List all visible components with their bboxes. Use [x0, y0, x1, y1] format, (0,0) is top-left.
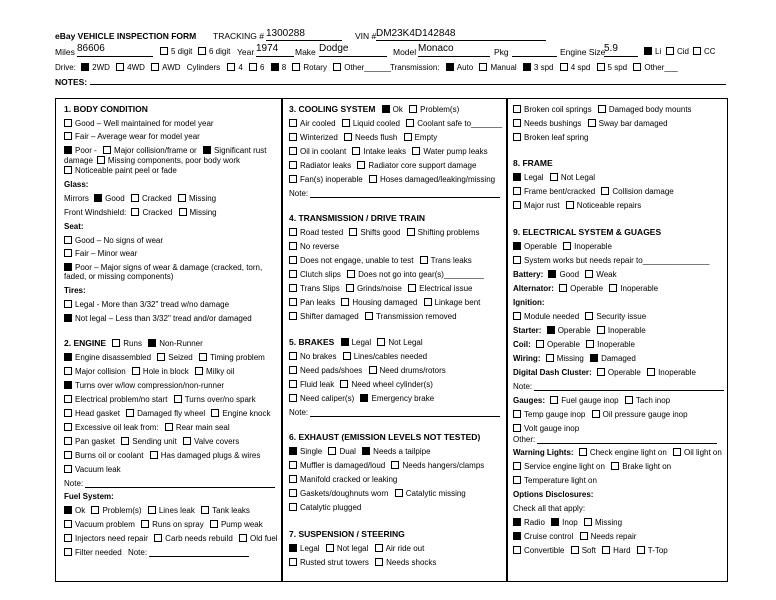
- cooling-row-3: [289, 147, 488, 156]
- air-cooled-checkbox[interactable]: Air cooled: [289, 119, 340, 128]
- emergency-brake-checkbox[interactable]: Emergency brake: [360, 394, 434, 403]
- cooling-row-5: [289, 175, 495, 184]
- brakes-header-row: 5. BRAKES Legal Not Legal: [289, 337, 423, 347]
- hangers-checkbox[interactable]: Needs hangers/clamps: [391, 461, 484, 470]
- cruise-control-checkbox[interactable]: Cruise control: [513, 532, 577, 541]
- battery-weak-checkbox[interactable]: Weak: [585, 270, 616, 279]
- seat-heading: Seat:: [64, 222, 84, 231]
- engine-milky-oil-checkbox[interactable]: Milky oil: [195, 367, 234, 376]
- rusted-towers-checkbox[interactable]: Rusted strut towers: [289, 558, 373, 567]
- engine-row-5: [64, 409, 270, 418]
- body-paint-peel-checkbox[interactable]: Noticeable paint peel or fade: [64, 166, 177, 175]
- battery-good-checkbox[interactable]: Good: [548, 270, 583, 279]
- wiring-row: Wiring: Missing Damaged: [513, 354, 636, 363]
- check-engine-checkbox[interactable]: Check engine light on: [579, 448, 671, 457]
- convertible-checkbox[interactable]: Convertible: [513, 546, 568, 555]
- tires-heading: Tires:: [64, 286, 86, 295]
- liquid-cooled-checkbox[interactable]: Liquid cooled: [342, 119, 404, 128]
- seat-good-checkbox[interactable]: Good – No signs of wear: [64, 236, 163, 245]
- notes-field[interactable]: [90, 75, 726, 85]
- cyl-4-checkbox[interactable]: 4: [227, 63, 246, 72]
- engine-electrical-checkbox[interactable]: Electrical problem/no start: [64, 395, 171, 404]
- pads-shoes-checkbox[interactable]: Need pads/shoes: [289, 366, 366, 375]
- engine-timing-checkbox[interactable]: Timing problem: [199, 353, 265, 362]
- fuel-carb-checkbox[interactable]: Carb needs rebuild: [154, 534, 237, 543]
- six-digit-checkbox[interactable]: 6 digit: [198, 47, 230, 56]
- shifting-problems-checkbox[interactable]: Shifting problems: [407, 228, 480, 237]
- engine-row-7: [64, 437, 239, 446]
- wiring-missing-checkbox[interactable]: Missing: [546, 354, 588, 363]
- alternator-inoperable-checkbox[interactable]: Inoperable: [609, 284, 658, 293]
- catalytic-missing-checkbox[interactable]: Catalytic missing: [395, 489, 466, 498]
- engine-burns-oil-checkbox[interactable]: Burns oil or coolant: [64, 451, 147, 460]
- needs-flush-checkbox[interactable]: Needs flush: [344, 133, 401, 142]
- cooling-note-field[interactable]: Note:: [289, 189, 500, 198]
- electrical-heading: 9. ELECTRICAL SYSTEM & GUAGES: [513, 227, 662, 237]
- engine-row-2: [64, 367, 234, 376]
- wheel-cylinder-checkbox[interactable]: Need wheel cylinder(s): [340, 380, 432, 389]
- frame-legal-checkbox[interactable]: Legal: [513, 173, 548, 182]
- water-pump-checkbox[interactable]: Water pump leaks: [412, 147, 487, 156]
- drums-rotors-checkbox[interactable]: Need drums/rotors: [369, 366, 446, 375]
- frame-row-1: [513, 173, 595, 182]
- trans-row-4: [289, 270, 484, 279]
- brakes-not-legal-checkbox[interactable]: Not Legal: [377, 338, 422, 347]
- suspension-heading: 7. SUSPENSION / STEERING: [289, 529, 405, 539]
- body-major-collision-checkbox[interactable]: Major collision/frame or: [103, 146, 201, 155]
- cooling-row-1: [289, 119, 502, 128]
- coil-operable-checkbox[interactable]: Operable: [536, 340, 584, 349]
- transmission-row: Transmission: Auto Manual 3 spd 4 spd 5 spd Other___: [390, 63, 678, 72]
- coil-inoperable-checkbox[interactable]: Inoperable: [586, 340, 635, 349]
- engine-row-8: [64, 451, 260, 460]
- model-label: Model: [393, 47, 417, 57]
- intake-leaks-checkbox[interactable]: Intake leaks: [352, 147, 410, 156]
- fuel-runs-spray-checkbox[interactable]: Runs on spray: [141, 520, 208, 529]
- collision-damage-checkbox[interactable]: Collision damage: [601, 187, 673, 196]
- fluid-leak-checkbox[interactable]: Fluid leak: [289, 380, 338, 389]
- engine-pan-gasket-checkbox[interactable]: Pan gasket: [64, 437, 119, 446]
- column-body-engine: [55, 98, 282, 582]
- module-needed-checkbox[interactable]: Module needed: [513, 312, 583, 321]
- engine-non-runner-checkbox[interactable]: Non-Runner: [148, 339, 203, 348]
- oil-light-checkbox[interactable]: Oil light on: [673, 448, 722, 457]
- no-reverse-checkbox[interactable]: No reverse: [289, 242, 339, 251]
- engine-turns-over-checkbox[interactable]: Turns over w/low compression/non-runner: [64, 381, 224, 390]
- pkg-label: Pkg: [494, 47, 509, 57]
- fuel-tank-leaks-checkbox[interactable]: Tank leaks: [201, 506, 250, 515]
- gauges-row-2: [513, 410, 688, 419]
- seat-fair-checkbox[interactable]: Fair – Minor wear: [64, 249, 137, 258]
- fuel-lines-leak-checkbox[interactable]: Lines leak: [148, 506, 199, 515]
- rotary-checkbox[interactable]: Rotary: [292, 63, 331, 72]
- starter-row: Starter: Operable Inoperable: [513, 326, 646, 335]
- fuel-injectors-checkbox[interactable]: Injectors need repair: [64, 534, 152, 543]
- oil-coolant-checkbox[interactable]: Oil in coolant: [289, 147, 350, 156]
- check-all-label: Check all that apply:: [513, 504, 586, 513]
- manifold-checkbox[interactable]: Manifold cracked or leaking: [289, 475, 397, 484]
- fuel-row-2: [64, 520, 263, 529]
- drive-4wd-checkbox[interactable]: 4WD: [116, 63, 149, 72]
- susp-cont-row-1: [513, 105, 692, 114]
- vin-field[interactable]: DM23K4D142848: [376, 28, 546, 39]
- engine-plugs-wires-checkbox[interactable]: Has damaged plugs & wires: [150, 451, 261, 460]
- engine-vacuum-leak-checkbox[interactable]: Vacuum leak: [64, 465, 121, 474]
- brakes-row-1: [289, 352, 427, 361]
- body-missing-components-checkbox[interactable]: Missing components, poor body work: [97, 156, 240, 165]
- electrical-operable-checkbox[interactable]: Operable: [513, 242, 561, 251]
- tires-legal-checkbox[interactable]: Legal - More than 3/32" tread w/no damage: [64, 300, 229, 309]
- not-gear-checkbox[interactable]: Does not go into gear(s)_________: [347, 270, 484, 279]
- fuel-gauge-checkbox[interactable]: Fuel gauge inop: [550, 396, 622, 405]
- fuel-old-fuel-checkbox[interactable]: Old fuel: [239, 534, 278, 543]
- major-rust-checkbox[interactable]: Major rust: [513, 201, 564, 210]
- trans-auto-checkbox[interactable]: Auto: [446, 63, 477, 72]
- vin-label: VIN #: [355, 31, 377, 41]
- temp-light-checkbox[interactable]: Temperature light on: [513, 476, 597, 485]
- cooling-row-4: [289, 161, 476, 170]
- drive-2wd-checkbox[interactable]: 2WD: [81, 63, 114, 72]
- t-top-checkbox[interactable]: T-Top: [637, 546, 668, 555]
- road-tested-checkbox[interactable]: Road tested: [289, 228, 347, 237]
- engine-oil-leak-checkbox[interactable]: Excessive oil leak from:: [64, 423, 163, 432]
- exhaust-row-1: [289, 447, 431, 456]
- cyl-8-checkbox[interactable]: 8: [271, 63, 290, 72]
- wiring-damaged-checkbox[interactable]: Damaged: [590, 354, 636, 363]
- tracking-field[interactable]: 1300288: [266, 28, 342, 39]
- ignition-row: [513, 312, 646, 321]
- miles-field[interactable]: 86606: [77, 43, 153, 54]
- radio-checkbox[interactable]: Radio: [513, 518, 549, 527]
- engine-disassembled-checkbox[interactable]: Engine disassembled: [64, 353, 155, 362]
- tires-not-legal-checkbox[interactable]: Not legal – Less than 3/32" tread and/or damaged: [64, 314, 252, 323]
- engine-size-field[interactable]: 5.9: [604, 43, 638, 54]
- radio-missing-checkbox[interactable]: Missing: [584, 518, 622, 527]
- trans-5spd-checkbox[interactable]: 5 spd: [597, 63, 632, 72]
- trans-other-checkbox[interactable]: Other___: [633, 63, 677, 72]
- li-checkbox[interactable]: Li: [644, 47, 661, 56]
- drive-row: Drive: 2WD 4WD AWD Cylinders 4 6 8 Rotary Other______: [55, 63, 391, 72]
- brake-light-checkbox[interactable]: Brake light on: [611, 462, 671, 471]
- coil-row: Coil: Operable Inoperable: [513, 340, 635, 349]
- suspension-row-1: [289, 544, 424, 553]
- trans-3spd-checkbox[interactable]: 3 spd: [523, 63, 558, 72]
- exhaust-row-4: [289, 489, 466, 498]
- year-label: Year: [237, 47, 255, 57]
- body-poor-row: [64, 146, 266, 155]
- no-brakes-checkbox[interactable]: No brakes: [289, 352, 340, 361]
- oil-gauge-checkbox[interactable]: Oil pressure gauge inop: [592, 410, 688, 419]
- tach-checkbox[interactable]: Tach inop: [625, 396, 670, 405]
- calipers-checkbox[interactable]: Need caliper(s): [289, 394, 358, 403]
- housing-checkbox[interactable]: Housing damaged: [341, 298, 421, 307]
- trans-manual-checkbox[interactable]: Manual: [479, 63, 520, 72]
- engine-rear-main-checkbox[interactable]: Rear main seal: [165, 423, 230, 432]
- cid-checkbox[interactable]: Cid: [666, 47, 689, 56]
- exhaust-row-2: [289, 461, 484, 470]
- make-label: Make: [295, 47, 316, 57]
- brakes-row-3: [289, 380, 433, 389]
- empty-checkbox[interactable]: Empty: [404, 133, 438, 142]
- frame-not-legal-checkbox[interactable]: Not Legal: [550, 173, 595, 182]
- trans-row-7: [289, 312, 457, 321]
- warning-lights-row-2: [513, 462, 671, 471]
- suspension-legal-checkbox[interactable]: Legal: [289, 544, 324, 553]
- electrical-inoperable-checkbox[interactable]: Inoperable: [563, 242, 612, 251]
- cooling-row-2: [289, 133, 437, 142]
- soft-top-checkbox[interactable]: Soft: [571, 546, 600, 555]
- engine-runs-checkbox[interactable]: Runs: [112, 339, 146, 348]
- needs-shocks-checkbox[interactable]: Needs shocks: [375, 558, 436, 567]
- seat-poor-continued: faded, or missing components): [64, 272, 174, 281]
- transmission-heading: 4. TRANSMISSION / DRIVE TRAIN: [289, 213, 426, 223]
- body-fair-checkbox[interactable]: Fair – Average wear for model year: [64, 132, 200, 141]
- broken-leaf-checkbox[interactable]: Broken leaf spring: [513, 133, 588, 142]
- cooling-header-row: 3. COOLING SYSTEM Ok Problem(s): [289, 104, 460, 114]
- trans-slips-checkbox[interactable]: Trans Slips: [289, 284, 344, 293]
- mirrors-cracked-checkbox[interactable]: Cracked: [131, 194, 176, 203]
- column-frame-electrical: [507, 98, 728, 582]
- engine-row-6: [64, 423, 230, 432]
- engine-knock-checkbox[interactable]: Engine knock: [211, 409, 270, 418]
- gauges-row: Gauges: Fuel gauge inop Tach inop: [513, 396, 671, 405]
- lines-cables-checkbox[interactable]: Lines/cables needed: [343, 352, 427, 361]
- fuel-ok-checkbox[interactable]: Ok: [64, 506, 89, 515]
- radiator-leaks-checkbox[interactable]: Radiator leaks: [289, 161, 355, 170]
- engine-major-collision-checkbox[interactable]: Major collision: [64, 367, 130, 376]
- year-field[interactable]: 1974: [256, 43, 294, 54]
- fuel-note-field[interactable]: Note:: [128, 548, 249, 557]
- engine-head-gasket-checkbox[interactable]: Head gasket: [64, 409, 124, 418]
- engine-note-field[interactable]: Note:: [64, 479, 275, 488]
- notes-label: NOTES:: [55, 77, 88, 87]
- pan-leaks-checkbox[interactable]: Pan leaks: [289, 298, 339, 307]
- body-good-checkbox[interactable]: Good – Well maintained for model year: [64, 119, 214, 128]
- trans-4spd-checkbox[interactable]: 4 spd: [560, 63, 595, 72]
- engine-seized-checkbox[interactable]: Seized: [157, 353, 196, 362]
- options-row-3: [513, 546, 668, 555]
- trans-removed-checkbox[interactable]: Transmission removed: [365, 312, 457, 321]
- temp-gauge-checkbox[interactable]: Temp gauge inop: [513, 410, 589, 419]
- dual-exhaust-checkbox[interactable]: Dual: [328, 447, 359, 456]
- cyl-6-checkbox[interactable]: 6: [249, 63, 268, 72]
- fuel-row-4: [64, 548, 249, 557]
- trans-leaks-checkbox[interactable]: Trans leaks: [420, 256, 472, 265]
- noticeable-repairs-checkbox[interactable]: Noticeable repairs: [566, 201, 641, 210]
- five-digit-checkbox[interactable]: 5 digit: [160, 47, 192, 56]
- body-significant-rust-checkbox[interactable]: Significant rust: [203, 146, 266, 155]
- shifts-good-checkbox[interactable]: Shifts good: [349, 228, 404, 237]
- engine-flywheel-checkbox[interactable]: Damaged fly wheel: [126, 409, 209, 418]
- ignition-heading: Ignition:: [513, 298, 545, 307]
- electrical-note-field[interactable]: Note:: [513, 382, 724, 391]
- fuel-problem-checkbox[interactable]: Problem(s): [91, 506, 145, 515]
- tracking-label: TRACKING #: [213, 31, 265, 41]
- engine-hole-block-checkbox[interactable]: Hole in block: [132, 367, 193, 376]
- hard-top-checkbox[interactable]: Hard: [602, 546, 634, 555]
- starter-operable-checkbox[interactable]: Operable: [547, 326, 595, 335]
- trans-row-5: [289, 284, 472, 293]
- grinds-checkbox[interactable]: Grinds/noise: [346, 284, 406, 293]
- trans-row-6: [289, 298, 480, 307]
- options-row-1: [513, 518, 622, 527]
- susp-cont-row-2: [513, 119, 668, 128]
- engine-row-1: [64, 353, 265, 362]
- gaskets-checkbox[interactable]: Gaskets/doughnuts worn: [289, 489, 393, 498]
- air-ride-checkbox[interactable]: Air ride out: [375, 544, 425, 553]
- damaged-mounts-checkbox[interactable]: Damaged body mounts: [598, 105, 692, 114]
- system-repair-checkbox[interactable]: System works but needs repair to_______________: [513, 256, 709, 265]
- linkage-checkbox[interactable]: Linkage bent: [424, 298, 481, 307]
- trans-row-1: [289, 228, 479, 237]
- body-condition-heading: 1. BODY CONDITION: [64, 104, 148, 114]
- trans-electrical-checkbox[interactable]: Electrical issue: [408, 284, 472, 293]
- brakes-note-field[interactable]: Note:: [289, 408, 500, 417]
- exhaust-heading: 6. EXHAUST (EMISSION LEVELS NOT TESTED): [289, 432, 481, 442]
- cooling-problems-checkbox[interactable]: Problem(s): [409, 105, 459, 114]
- suspension-row-2: [289, 558, 436, 567]
- electrical-row-1: [513, 242, 612, 251]
- radiator-core-checkbox[interactable]: Radiator core support damage: [357, 161, 476, 170]
- sway-bar-checkbox[interactable]: Sway bar damaged: [588, 119, 668, 128]
- broken-coil-checkbox[interactable]: Broken coil springs: [513, 105, 596, 114]
- winterized-checkbox[interactable]: Winterized: [289, 133, 342, 142]
- not-engage-checkbox[interactable]: Does not engage, unable to test: [289, 256, 417, 265]
- catalytic-plugged-checkbox[interactable]: Catalytic plugged: [289, 503, 361, 512]
- fuel-vacuum-problem-checkbox[interactable]: Vacuum problem: [64, 520, 139, 529]
- hoses-checkbox[interactable]: Hoses damaged/leaking/missing: [369, 175, 495, 184]
- make-field[interactable]: Dodge: [319, 43, 387, 54]
- brakes-legal-checkbox[interactable]: Legal: [341, 338, 376, 347]
- fuel-row-1: [64, 506, 250, 515]
- cc-checkbox[interactable]: CC: [693, 47, 716, 56]
- mirrors-missing-checkbox[interactable]: Missing: [178, 194, 216, 203]
- brakes-row-4: [289, 394, 434, 403]
- fan-inoperable-checkbox[interactable]: Fan(s) inoperable: [289, 175, 367, 184]
- fuel-filter-checkbox[interactable]: Filter needed: [64, 548, 126, 557]
- tailpipe-checkbox[interactable]: Needs a tailpipe: [362, 447, 430, 456]
- frame-row-2: [513, 187, 674, 196]
- body-poor-checkbox[interactable]: Poor -: [64, 146, 101, 155]
- fuel-row-3: [64, 534, 278, 543]
- service-engine-checkbox[interactable]: Service engine light on: [513, 462, 609, 471]
- glass-heading: Glass:: [64, 180, 89, 189]
- volt-gauge-checkbox[interactable]: Volt gauge inop: [513, 424, 579, 433]
- fuel-pump-weak-checkbox[interactable]: Pump weak: [210, 520, 263, 529]
- engine-sending-unit-checkbox[interactable]: Sending unit: [121, 437, 180, 446]
- windshield-missing-checkbox[interactable]: Missing: [179, 208, 217, 217]
- miles-label: Miles: [55, 47, 75, 57]
- starter-inoperable-checkbox[interactable]: Inoperable: [597, 326, 646, 335]
- dash-operable-checkbox[interactable]: Operable: [597, 368, 645, 377]
- windshield-row: Front Windshield: Cracked Missing: [64, 208, 217, 217]
- suspension-not-legal-checkbox[interactable]: Not legal: [326, 544, 373, 553]
- body-damage-row: damage Missing components, poor body work: [64, 156, 240, 165]
- seat-poor-checkbox[interactable]: Poor – Major signs of wear & damage (cracked, torn,: [64, 263, 262, 272]
- engine-valve-covers-checkbox[interactable]: Valve covers: [183, 437, 239, 446]
- gauges-other-field[interactable]: Other:: [513, 435, 717, 444]
- warning-lights-row: Warning Lights: Check engine light on Oil light on: [513, 448, 722, 457]
- needs-bushings-checkbox[interactable]: Needs bushings: [513, 119, 585, 128]
- cooling-ok-checkbox[interactable]: Ok: [382, 105, 407, 114]
- form-title: eBay VEHICLE INSPECTION FORM: [55, 31, 197, 41]
- cruise-repair-checkbox[interactable]: Needs repair: [580, 532, 637, 541]
- model-field[interactable]: Monaco: [418, 43, 490, 54]
- frame-row-3: [513, 201, 641, 210]
- drive-awd-checkbox[interactable]: AWD: [151, 63, 184, 72]
- options-row-2: [513, 532, 636, 541]
- radio-inop-checkbox[interactable]: Inop: [551, 518, 582, 527]
- muffler-checkbox[interactable]: Muffler is damaged/loud: [289, 461, 389, 470]
- dash-row: Digital Dash Cluster: Operable Inoperable: [513, 368, 696, 377]
- alternator-row: Alternator: Operable Inoperable: [513, 284, 659, 293]
- cyl-other-checkbox[interactable]: Other______: [333, 63, 391, 72]
- alternator-operable-checkbox[interactable]: Operable: [559, 284, 607, 293]
- options-heading: Options Disclosures:: [513, 490, 594, 499]
- shifter-checkbox[interactable]: Shifter damaged: [289, 312, 363, 321]
- mirrors-good-checkbox[interactable]: Good: [94, 194, 129, 203]
- mirrors-row: Mirrors Good Cracked Missing: [64, 194, 217, 203]
- engine-no-spark-checkbox[interactable]: Turns over/no spark: [174, 395, 256, 404]
- windshield-cracked-checkbox[interactable]: Cracked: [131, 208, 176, 217]
- coolant-safe-checkbox[interactable]: Coolant safe to_______: [406, 119, 502, 128]
- engine-size-label: Engine Size: [560, 47, 606, 57]
- security-issue-checkbox[interactable]: Security issue: [585, 312, 646, 321]
- single-exhaust-checkbox[interactable]: Single: [289, 447, 326, 456]
- engine-row-4: [64, 395, 256, 404]
- frame-bent-checkbox[interactable]: Frame bent/cracked: [513, 187, 599, 196]
- frame-heading: 8. FRAME: [513, 158, 553, 168]
- column-cooling-suspension: [282, 98, 507, 582]
- engine-header-row: 2. ENGINE Runs Non-Runner: [64, 338, 203, 348]
- dash-inoperable-checkbox[interactable]: Inoperable: [647, 368, 696, 377]
- fuel-system-heading: Fuel System:: [64, 492, 114, 501]
- trans-row-3: [289, 256, 472, 265]
- brakes-row-2: [289, 366, 446, 375]
- clutch-slips-checkbox[interactable]: Clutch slips: [289, 270, 345, 279]
- battery-row: Battery: Good Weak: [513, 270, 617, 279]
